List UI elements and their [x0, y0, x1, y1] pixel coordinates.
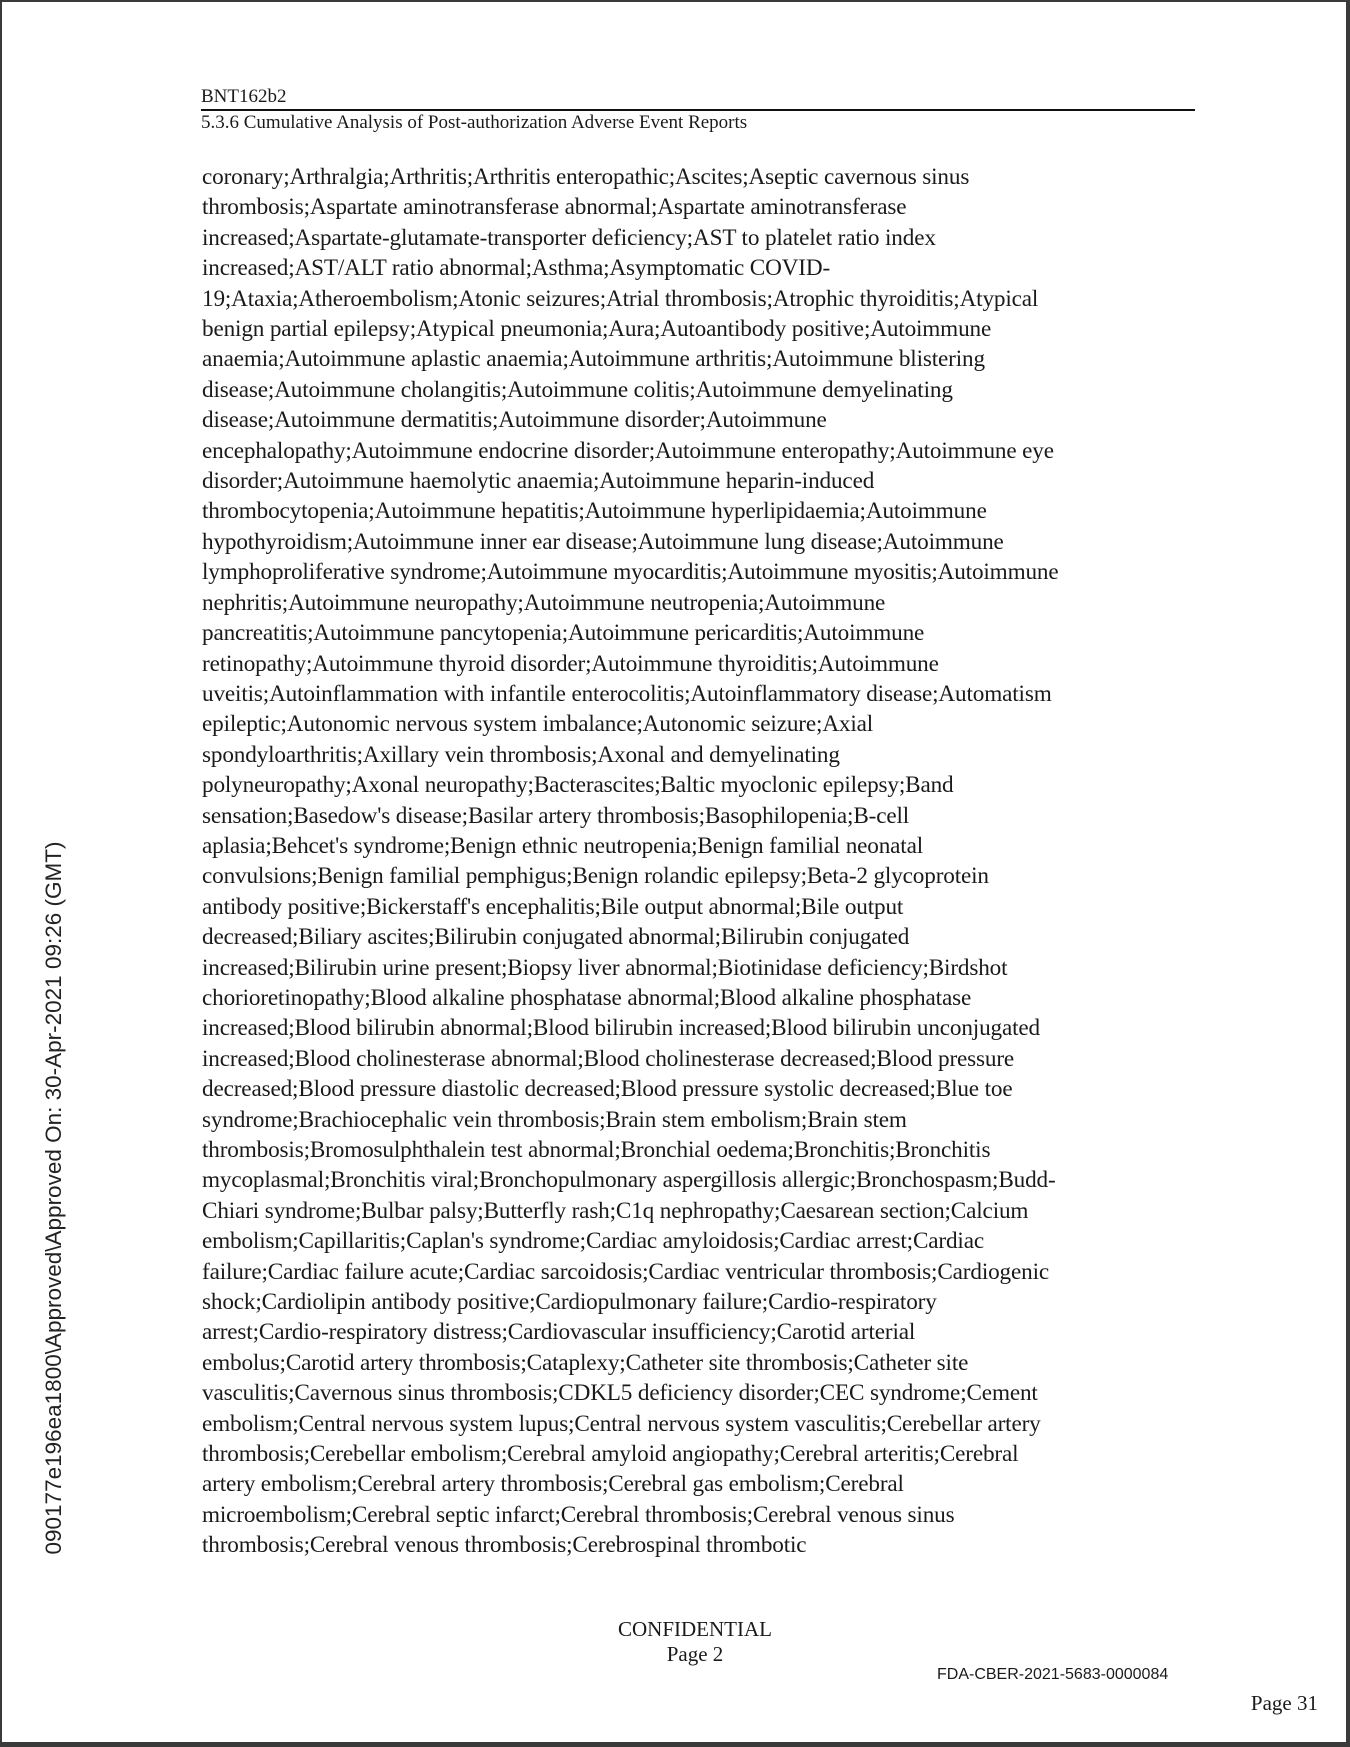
body-text-line: thrombosis;Aspartate aminotransferase abnormal;Aspartate aminotransferase: [202, 194, 907, 221]
body-text-line: sensation;Basedow's disease;Basilar artery thrombosis;Basophilopenia;B-cell: [202, 802, 910, 829]
body-text-line: embolus;Carotid artery thrombosis;Cataplexy;Catheter site thrombosis;Catheter site: [202, 1349, 969, 1376]
body-text-line: decreased;Biliary ascites;Bilirubin conjugated abnormal;Bilirubin conjugated: [202, 924, 910, 951]
body-text-line: microembolism;Cerebral septic infarct;Cerebral thrombosis;Cerebral venous sinus: [202, 1501, 955, 1528]
body-text-line: artery embolism;Cerebral artery thrombosis;Cerebral gas embolism;Cerebral: [202, 1471, 904, 1498]
footer-confidential: CONFIDENTIAL: [618, 1617, 772, 1641]
footer-document-id: FDA-CBER-2021-5683-0000084: [937, 1666, 1169, 1683]
body-text-line: increased;Blood bilirubin abnormal;Blood bilirubin increased;Blood bilirubin unconjugated: [202, 1015, 1040, 1042]
body-text-line: epileptic;Autonomic nervous system imbalance;Autonomic seizure;Axial: [202, 711, 874, 738]
footer-page-label: Page 2: [666, 1642, 724, 1666]
body-text-line: uveitis;Autoinflammation with infantile enterocolitis;Autoinflammatory disease;Automatism: [202, 680, 1052, 707]
body-text-line: nephritis;Autoimmune neuropathy;Autoimmune neutropenia;Autoimmune: [202, 589, 886, 616]
body-text-line: coronary;Arthralgia;Arthritis;Arthritis enteropathic;Ascites;Aseptic cavernous sinus: [202, 164, 970, 190]
body-text-line: convulsions;Benign familial pemphigus;Benign rolandic epilepsy;Beta-2 glycoprotein: [202, 863, 989, 890]
body-text-line: retinopathy;Autoimmune thyroid disorder;Autoimmune thyroiditis;Autoimmune: [202, 650, 939, 677]
body-text-line: disease;Autoimmune cholangitis;Autoimmune colitis;Autoimmune demyelinating: [202, 376, 953, 403]
body-text-line: increased;Aspartate-glutamate-transporter deficiency;AST to platelet ratio index: [202, 224, 936, 251]
body-text-line: spondyloarthritis;Axillary vein thrombosis;Axonal and demyelinating: [202, 741, 840, 768]
body-text-line: disease;Autoimmune dermatitis;Autoimmune disorder;Autoimmune: [202, 407, 827, 434]
body-text-line: vasculitis;Cavernous sinus thrombosis;CDKL5 deficiency disorder;CEC syndrome;Cement: [202, 1380, 1038, 1407]
footer-page-number: Page 31: [1250, 1691, 1318, 1715]
body-text-line: increased;Bilirubin urine present;Biopsy liver abnormal;Biotinidase deficiency;Birdshot: [202, 954, 1008, 981]
body-text-line: encephalopathy;Autoimmune endocrine disorder;Autoimmune enteropathy;Autoimmune eye: [202, 437, 1054, 464]
body-text-line: anaemia;Autoimmune aplastic anaemia;Autoimmune arthritis;Autoimmune blistering: [202, 346, 985, 373]
body-text-line: lymphoproliferative syndrome;Autoimmune myocarditis;Autoimmune myositis;Autoimmune: [202, 559, 1059, 586]
body-text-line: hypothyroidism;Autoimmune inner ear disease;Autoimmune lung disease;Autoimmune: [202, 528, 1004, 555]
body-text-line: thrombocytopenia;Autoimmune hepatitis;Autoimmune hyperlipidaemia;Autoimmune: [202, 498, 987, 525]
body-text-line: polyneuropathy;Axonal neuropathy;Bacterascites;Baltic myoclonic epilepsy;Band: [202, 772, 954, 799]
body-text-line: embolism;Capillaritis;Caplan's syndrome;Cardiac amyloidosis;Cardiac arrest;Cardiac: [202, 1228, 984, 1255]
body-text-line: failure;Cardiac failure acute;Cardiac sarcoidosis;Cardiac ventricular thrombosis;Cardiogenic: [202, 1258, 1050, 1285]
header-product-name: BNT162b2: [201, 86, 287, 107]
body-text-line: syndrome;Brachiocephalic vein thrombosis;Brain stem embolism;Brain stem: [202, 1106, 907, 1133]
body-text-line: thrombosis;Cerebellar embolism;Cerebral amyloid angiopathy;Cerebral arteritis;Cerebral: [202, 1441, 1019, 1468]
header-rule: [201, 109, 1195, 111]
approval-stamp: 090177e196ea1800\Approved\Approved On: 30-Apr-2021 09:26 (GMT): [41, 841, 66, 1555]
body-text-line: chorioretinopathy;Blood alkaline phosphatase abnormal;Blood alkaline phosphatase: [202, 984, 972, 1011]
body-text-line: disorder;Autoimmune haemolytic anaemia;Autoimmune heparin-induced: [202, 468, 875, 495]
body-text-line: antibody positive;Bickerstaff's encephalitis;Bile output abnormal;Bile output: [202, 893, 904, 920]
body-text-line: increased;AST/ALT ratio abnormal;Asthma;Asymptomatic COVID-: [202, 255, 831, 282]
body-text-line: 19;Ataxia;Atheroembolism;Atonic seizures;Atrial thrombosis;Atrophic thyroiditis;Atypical: [202, 285, 1039, 312]
body-text-line: thrombosis;Bromosulphthalein test abnormal;Bronchial oedema;Bronchitis;Bronchitis: [202, 1137, 991, 1163]
body-text-line: increased;Blood cholinesterase abnormal;Blood cholinesterase decreased;Blood pressure: [202, 1045, 1015, 1072]
body-text-line: embolism;Central nervous system lupus;Central nervous system vasculitis;Cerebellar artery: [202, 1410, 1041, 1437]
body-text-line: shock;Cardiolipin antibody positive;Cardiopulmonary failure;Cardio-respiratory: [202, 1289, 937, 1316]
body-text-line: aplasia;Behcet's syndrome;Benign ethnic neutropenia;Benign familial neonatal: [202, 832, 924, 859]
body-text-line: pancreatitis;Autoimmune pancytopenia;Autoimmune pericarditis;Autoimmune: [202, 620, 925, 647]
header-section-title: 5.3.6 Cumulative Analysis of Post-authorization Adverse Event Reports: [201, 112, 748, 133]
body-text-line: arrest;Cardio-respiratory distress;Cardiovascular insufficiency;Carotid arterial: [202, 1319, 916, 1346]
body-text-line: mycoplasmal;Bronchitis viral;Bronchopulmonary aspergillosis allergic;Bronchospasm;Budd-: [202, 1167, 1056, 1194]
body-text-line: Chiari syndrome;Bulbar palsy;Butterfly rash;C1q nephropathy;Caesarean section;Calcium: [202, 1197, 1029, 1224]
adverse-event-term-list: [202, 162, 1202, 1561]
body-text-line: decreased;Blood pressure diastolic decreased;Blood pressure systolic decreased;Blue toe: [202, 1076, 1013, 1103]
body-text-line: benign partial epilepsy;Atypical pneumonia;Aura;Autoantibody positive;Autoimmune: [202, 316, 992, 343]
body-text-line: thrombosis;Cerebral venous thrombosis;Cerebrospinal thrombotic: [202, 1532, 807, 1559]
